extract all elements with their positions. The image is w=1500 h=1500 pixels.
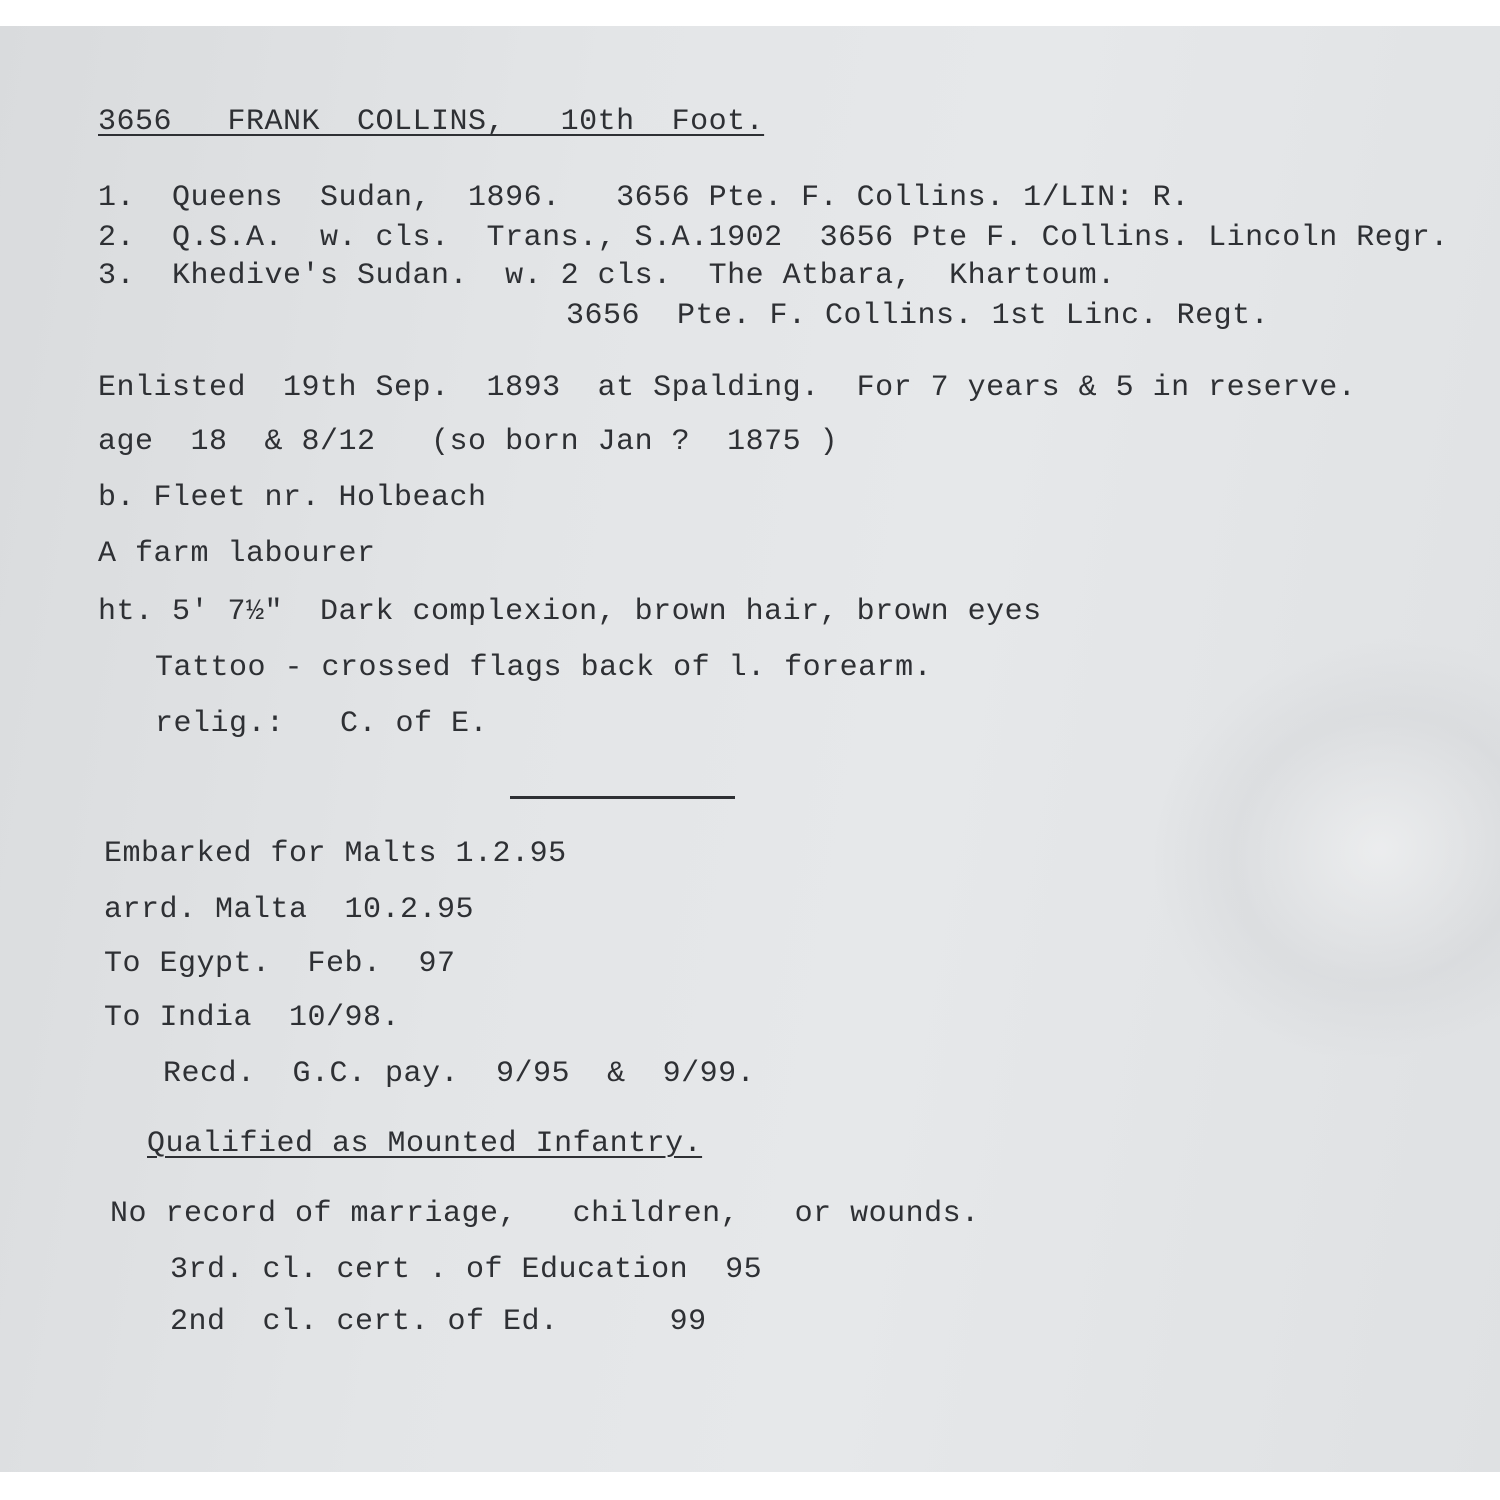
mounted-infantry-line: Qualified as Mounted Infantry. [147,1127,703,1161]
section-divider [510,796,735,799]
education-cert-2nd-line: 2nd cl. cert. of Ed. 99 [170,1305,707,1339]
embarked-line: Embarked for Malts 1.2.95 [104,837,567,871]
education-cert-3rd-line: 3rd. cl. cert . of Education 95 [170,1253,763,1287]
age-line: age 18 & 8/12 (so born Jan ? 1875 ) [98,425,839,459]
egypt-line: To Egypt. Feb. 97 [104,947,456,981]
document-sheet [0,26,1500,1472]
enlisted-line: Enlisted 19th Sep. 1893 at Spalding. For 7 years & 5 in reserve. [98,371,1357,405]
arrived-line: arrd. Malta 10.2.95 [104,893,475,927]
paper-crease [1091,587,1500,1125]
medal-line-2: 2. Q.S.A. w. cls. Trans., S.A.1902 3656 Pte F. Collins. Lincoln Regr. [98,221,1449,255]
gc-pay-line: Recd. G.C. pay. 9/95 & 9/99. [163,1057,756,1091]
religion-line: relig.: C. of E. [155,707,489,741]
no-record-line: No record of marriage, children, or wounds. [110,1197,980,1231]
occupation-line: A farm labourer [98,537,376,571]
medal-line-1: 1. Queens Sudan, 1896. 3656 Pte. F. Collins. 1/LIN: R. [98,181,1190,215]
birthplace-line: b. Fleet nr. Holbeach [98,481,487,515]
record-title: 3656 FRANK COLLINS, 10th Foot. [98,105,765,139]
india-line: To India 10/98. [104,1001,401,1035]
medal-line-3-naming: 3656 Pte. F. Collins. 1st Linc. Regt. [566,299,1270,333]
medal-line-3: 3. Khedive's Sudan. w. 2 cls. The Atbara, Khartoum. [98,259,1116,293]
height-description-line: ht. 5' 7½" Dark complexion, brown hair, brown eyes [98,595,1042,629]
tattoo-line: Tattoo - crossed flags back of l. forearm. [155,651,933,685]
